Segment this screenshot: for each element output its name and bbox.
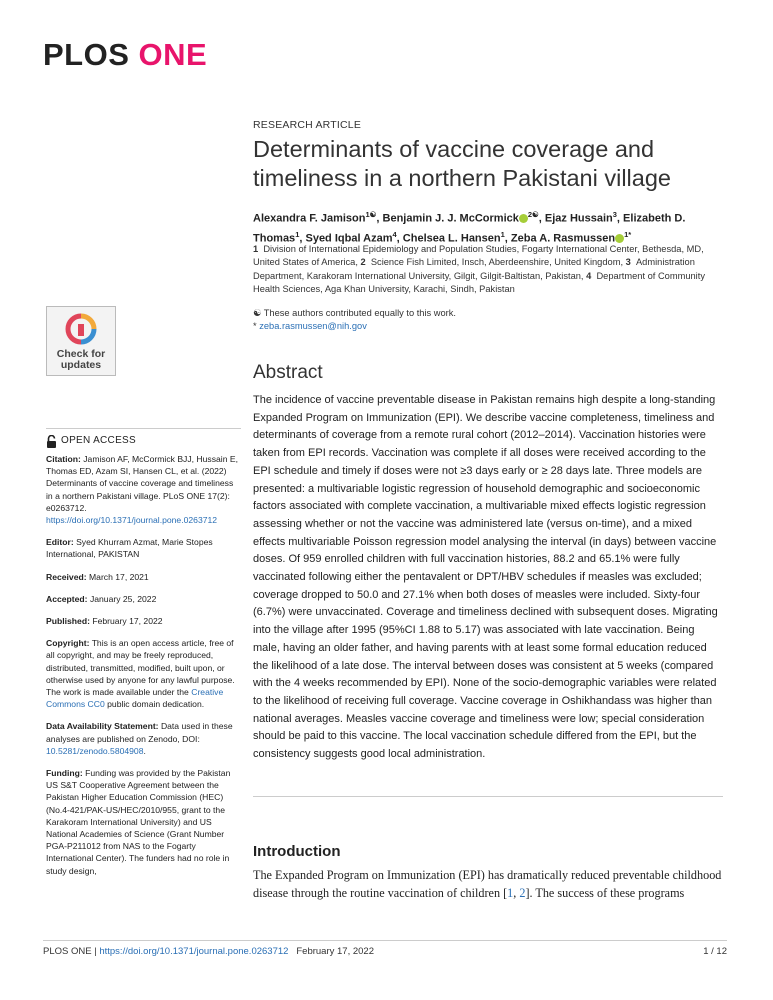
zenodo-doi-link[interactable]: 10.5281/zenodo.5804908 [46,745,144,756]
affiliation-number: 1 [253,244,259,254]
author-name: Elizabeth D. Thomas [253,212,686,245]
equal-contribution-note: ☯ These authors contributed equally to this work. [253,308,456,318]
page-footer: PLOS ONE | https://doi.org/10.1371/journal.pone.0263712 February 17, 2022 1 / 12 [43,946,727,957]
footer-doi-link[interactable]: https://doi.org/10.1371/journal.pone.0263712 [99,946,289,957]
reference-link-2[interactable]: 2 [519,886,526,900]
author-affiliation-marker: 1* [624,229,632,239]
article-type: RESEARCH ARTICLE [253,119,362,131]
journal-logo: PLOS ONE [43,37,208,72]
abstract-heading: Abstract [253,362,323,383]
article-info-sidebar [46,428,241,887]
corresponding-author: * zeba.rasmussen@nih.gov [253,321,367,331]
creative-commons-link[interactable]: Creative Commons CC0 [46,687,224,710]
author-name: Ejaz Hussain [544,212,613,225]
author-name: Chelsea L. Hansen [402,232,501,245]
orcid-icon[interactable] [615,234,624,243]
affiliation-text: Administration Department, Karakoram International University, Gilgit, Gilgit-Baltistan, Pakistan, [253,257,695,281]
crossmark-icon [65,313,97,345]
affiliations [253,243,733,296]
reference-link-1[interactable]: 1 [507,886,514,900]
author-name: Alexandra F. Jamison [253,212,366,225]
introduction-text: The Expanded Program on Immunization (EPI) has dramatically reduced preventable childhood disease through the routine vaccination of children [1, 2]. The success of these programs [253,868,722,900]
author-affiliation-marker: 1 [295,229,300,239]
author-affiliation-marker: 2☯ [527,210,539,219]
author-name: Benjamin J. J. McCormick [382,212,519,225]
affiliation-text: Science Fish Limited, Insch, Aberdeenshire, United Kingdom, [370,257,624,268]
data-availability: Data Availability Statement: Data used in these analyses are published on Zenodo, DOI: 10.5281/zenodo.5804908. [46,721,233,756]
article-title: Determinants of vaccine coverage and timeliness in a northern Pakistani village [253,136,671,191]
affiliation-text: Division of International Epidemiology and Population Studies, Fogarty International Center, Bethesda, MD, United States of America, [253,244,704,268]
affiliation-number: 4 [586,270,592,281]
open-lock-icon [46,435,57,448]
citation-doi-link[interactable]: https://doi.org/10.1371/journal.pone.0263712 [46,515,218,526]
open-access-label: OPEN ACCESS [46,435,241,448]
citation: Citation: Jamison AF, McCormick BJJ, Hussain E, Thomas ED, Azam SI, Hansen CL, et al. (2022) Determinants of vaccine coverage and timeliness in a northern Pakistani village. PLoS ONE 17(2): e0263712. https://doi.org/10.1371/journal.pone.0263712 [46,454,238,526]
divider [253,796,723,797]
author-affiliation-marker: 1☯ [365,210,377,219]
author-affiliation-marker: 3 [612,210,617,219]
affiliation-number: 2 [360,257,366,268]
orcid-icon[interactable] [519,214,528,223]
copyright: Copyright: This is an open access article, free of all copyright, and may be freely reproduced, distributed, transmitted, modified, built upon, or otherwise used by anyone for any lawful purpose. The work is made available under the Creative Commons CC0 public domain dedication. [46,638,235,710]
author-list: Alexandra F. Jamison$^{1☯}$, Benjamin J. J. McCormick $^{2☯}$, Ejaz Hussain$^3$, Elizabeth D. Thomas$^1$, Syed Iqbal Azam$^4$, Chelsea L. Hansen$^1$, Zeba A. Rasmussen $^{1*}$ [253,210,686,245]
page-number: 1 / 12 [703,946,727,957]
sidebar-divider [46,428,241,429]
check-for-updates-badge[interactable]: Check for updates [46,306,116,376]
abstract-text: The incidence of vaccine preventable disease in Pakistan remains high despite a long-standing Expanded Program on Immunization (EPI). We describe vaccine completeness, timeliness and determinants of coverage from a remote rural cohort (2012–2014). Vaccination histories were taken from EPI records. Vaccination was complete if all doses were received according to the EPI schedule and timely if doses were not ≥3 days early or ≥ 28 days late. Three models are presented: a multivariable logistic regression of household demographic and socioeconomic factors associated with complete vaccination, a multivariable mixed effects logistic regression assessing whether or not the vaccine was administered late (versus on-time), and a mixed effects multivariable Poisson regression model analysing the interval (in days) between vaccine doses. Of 959 enrolled children with full vaccination histories, 88.2 and 65.1% were fully vaccinated following either the pentavalent or DPT/HBV schedules if measles was excluded; coverage dropped to 50.0 and 27.1% when both doses of measles were included. Sixty-four (6.7%) were unvaccinated. Coverage and timeliness declined with subsequent doses. Migrating into the village after 1995 (95%CI 1.88 to 5.17) was associated with late vaccination. Being male, having an older father, and having parents with at least some formal education reduced the likelihood of a late dose. The interval between doses was consistent at 5 weeks (compared with the 4 weeks recommended by EPI). None of the socio-demographic variables were related to the likelihood of receiving full coverage. Vaccine coverage in Oshikhandass was higher than national averages. Measles vaccine coverage and timeliness were low; special consideration should be paid to this vaccine. The local vaccination schedule differed from the EPI, but the consistency suggests good local administration. [253,394,718,761]
editor: Editor: Syed Khurram Azmat, Marie Stopes International, PAKISTAN [46,537,213,560]
funding: Funding: Funding was provided by the Pakistan US S&T Cooperative Agreement between the Pakistan Higher Education Commission (HEC) (No.4-421/PAK-US/HEC/2010/955, grant to the Karakoram International University) and US National Academies of Science (Grant Number PGA-P211012 from NAS to the Fogarty International Center). The funders had no role in study design, [46,768,231,876]
author-name: Syed Iqbal Azam [305,232,393,245]
author-name: Zeba A. Rasmussen [510,232,616,245]
author-affiliation-marker: 1 [500,229,505,239]
author-affiliation-marker: 4 [392,229,397,239]
author-notes [253,307,723,333]
received-date: Received: March 17, 2021 [46,571,149,582]
affiliation-number: 3 [625,257,631,268]
accepted-date: Accepted: January 25, 2022 [46,593,157,604]
corresponding-email-link[interactable]: zeba.rasmussen@nih.gov [259,321,367,331]
introduction-heading: Introduction [253,843,341,860]
published-date: Published: February 17, 2022 [46,616,163,627]
footer-divider [43,940,727,941]
affiliation-text: Department of Community Health Sciences, Aga Khan University, Karachi, Sindh, Pakistan [253,270,705,294]
